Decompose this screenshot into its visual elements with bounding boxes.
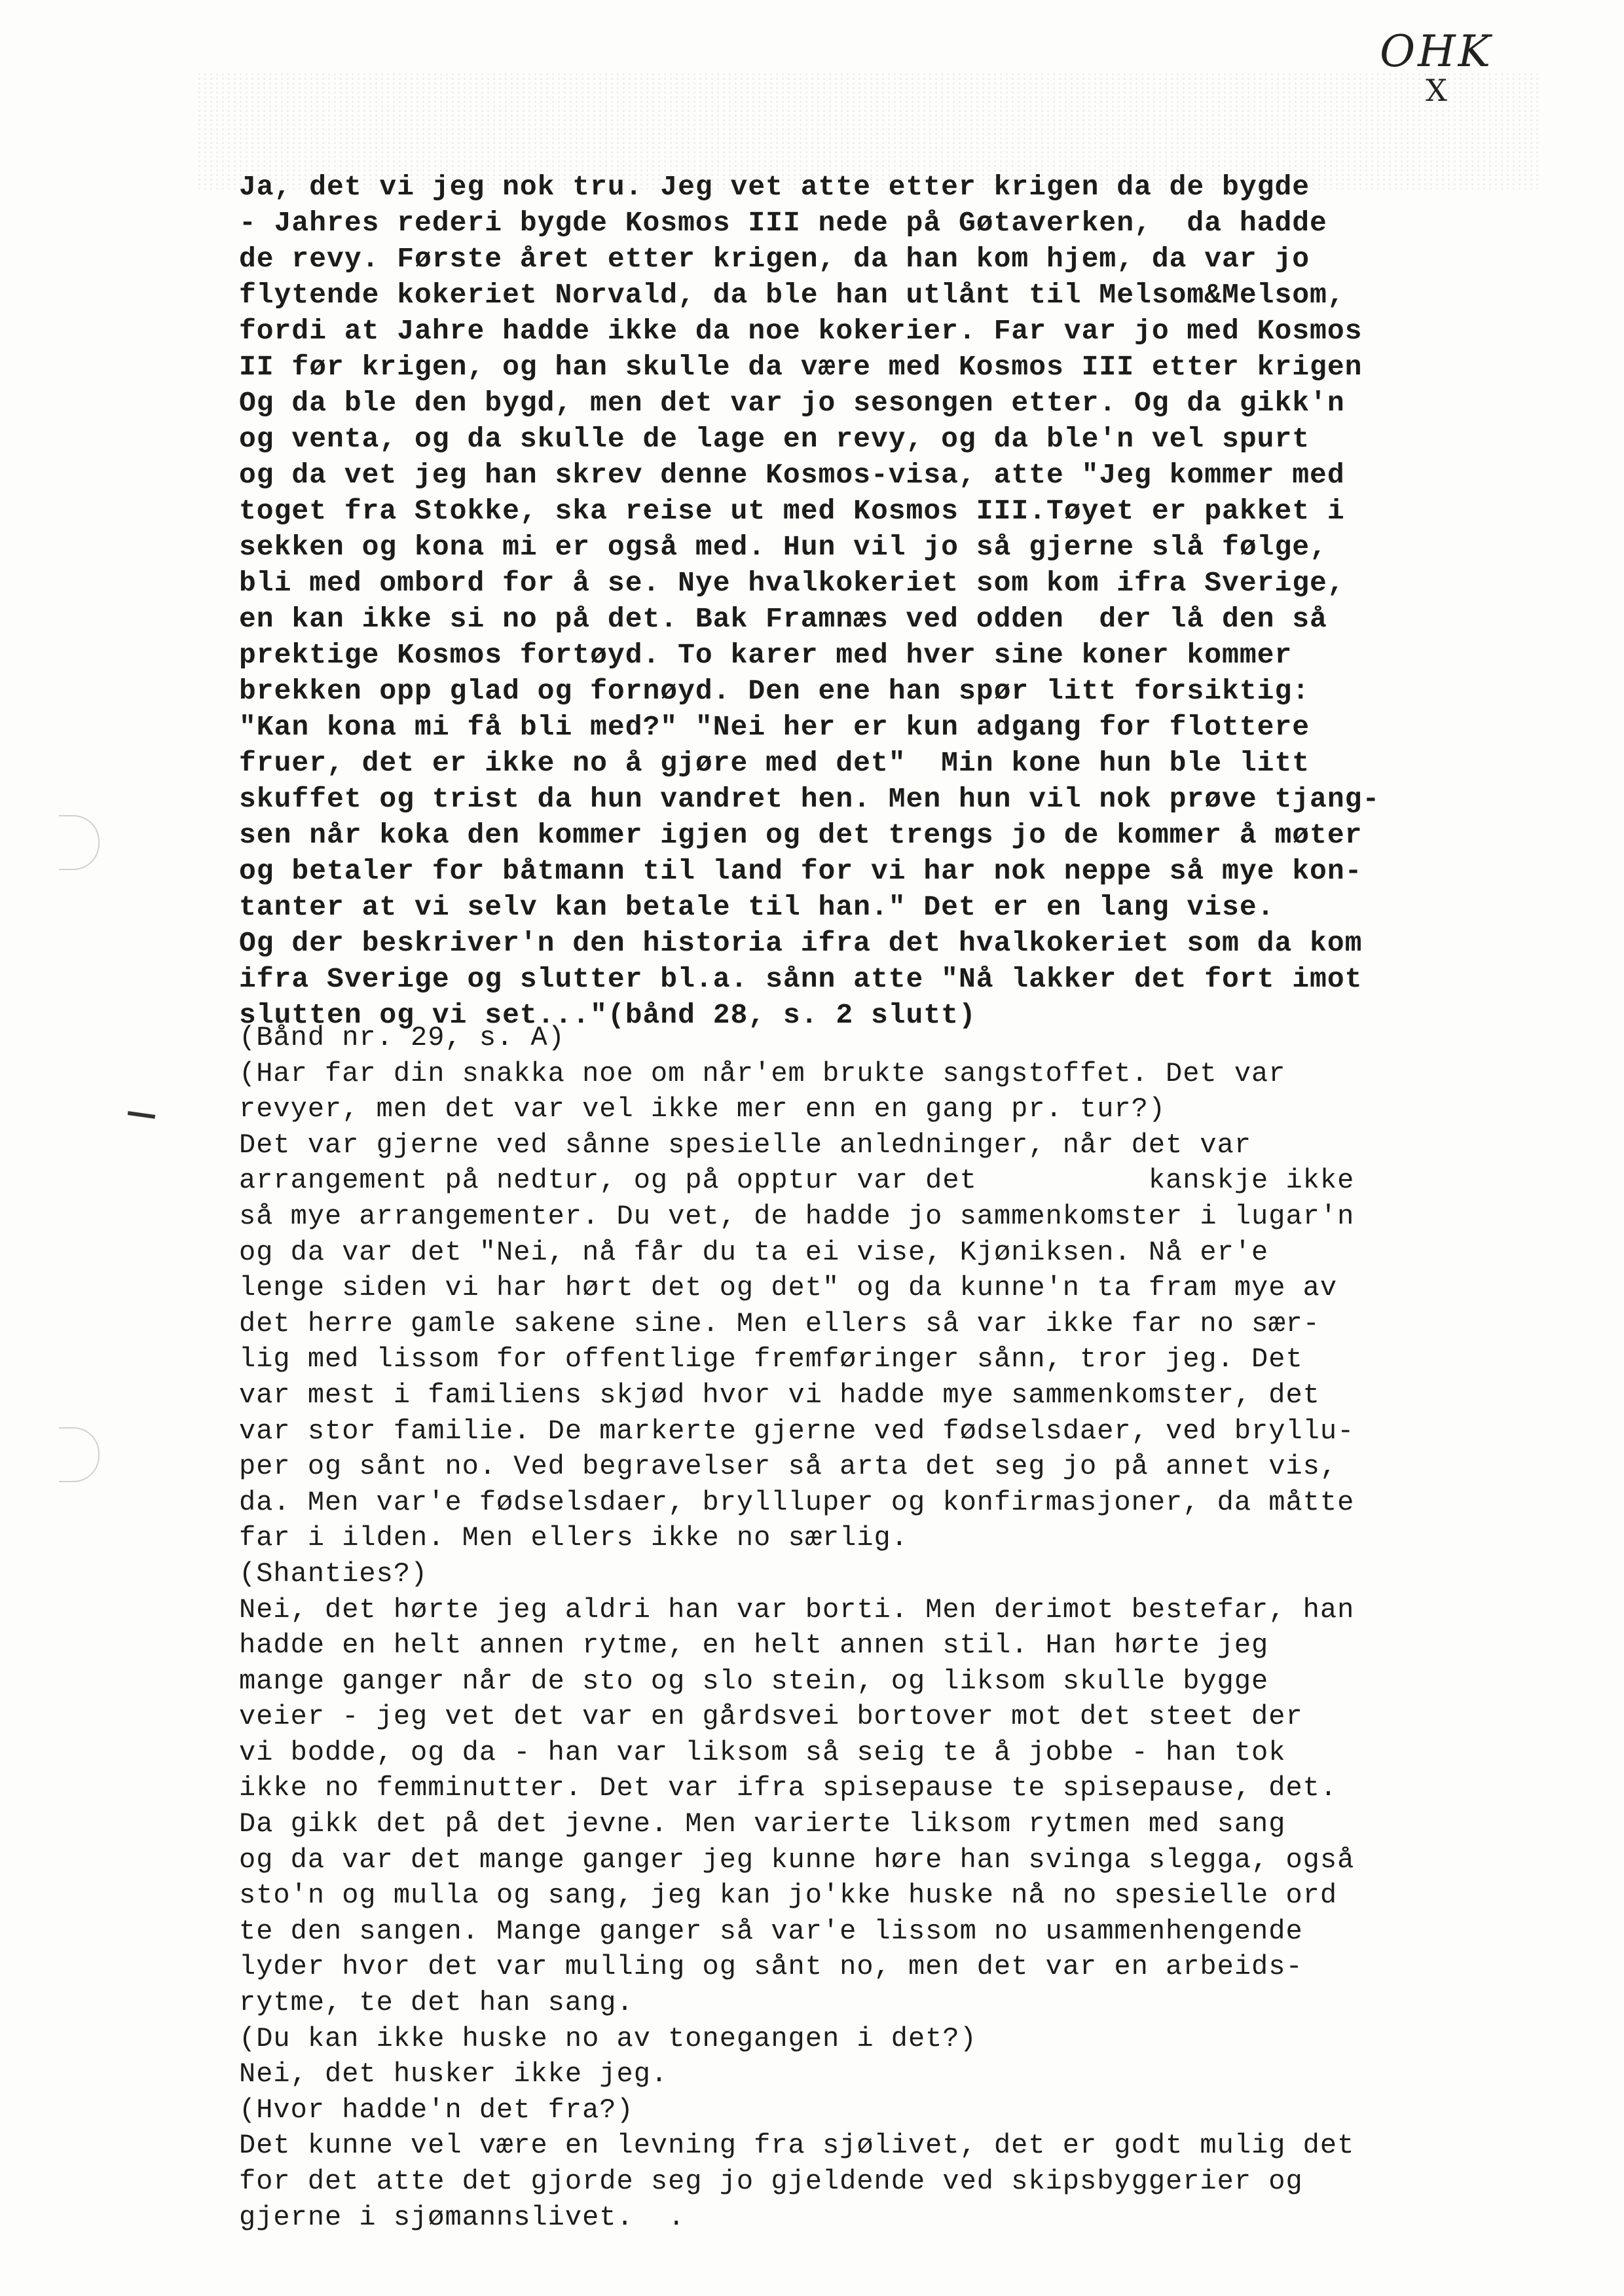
text-line: så mye arrangementer. Du vet, de hadde jo sammenkomster i lugar'n xyxy=(239,1200,1355,1232)
text-line: for det atte det gjorde seg jo gjeldende ved skipsbyggerier og xyxy=(239,2166,1303,2197)
punch-hole-top xyxy=(59,815,100,870)
archive-code: OHK xyxy=(1380,26,1493,77)
text-line: vi bodde, og da - han var liksom så seig te å jobbe - han tok xyxy=(239,1736,1286,1768)
text-line: arrangement på nedtur, og på opptur var det kanskje ikke xyxy=(239,1165,1355,1197)
punch-hole-bottom xyxy=(59,1427,100,1482)
text-line: ifra Sverige og slutter bl.a. sånn atte "Nå lakker det fort imot xyxy=(239,963,1363,995)
text-line: Og da ble den bygd, men det var jo sesongen etter. Og da gikk'n xyxy=(239,387,1345,419)
stray-mark xyxy=(128,1111,155,1119)
text-line: mange ganger når de sto og slo stein, og liksom skulle bygge xyxy=(239,1665,1269,1697)
text-line: lenge siden vi har hørt det og det" og da kunne'n ta fram mye av xyxy=(239,1272,1338,1304)
text-line: "Kan kona mi få bli med?" "Nei her er kun adgang for flottere xyxy=(239,711,1310,743)
transcript-section-tape-28 xyxy=(239,169,1568,1033)
text-line: (Har far din snakka noe om når'em brukte sangstoffet. Det var xyxy=(239,1057,1286,1089)
text-line: fruer, det er ikke no å gjøre med det" Min kone hun ble litt xyxy=(239,747,1310,779)
text-line: fordi at Jahre hadde ikke da noe kokerier. Far var jo med Kosmos xyxy=(239,315,1363,347)
text-line: veier - jeg vet det var en gårdsvei bortover mot det steet der xyxy=(239,1701,1303,1733)
text-line: Det kunne vel være en levning fra sjølivet, det er godt mulig det xyxy=(239,2130,1355,2162)
text-line: det herre gamle sakene sine. Men ellers så var ikke far no sær- xyxy=(239,1307,1320,1339)
text-line: Det var gjerne ved sånne spesielle anledninger, når det var xyxy=(239,1129,1252,1161)
text-line: en kan ikke si no på det. Bak Framnæs ved odden der lå den så xyxy=(239,603,1327,635)
text-line: toget fra Stokke, ska reise ut med Kosmos III.Tøyet er pakket i xyxy=(239,495,1345,527)
text-line: (Shanties?) xyxy=(239,1558,428,1590)
text-line: hadde en helt annen rytme, en helt annen stil. Han hørte jeg xyxy=(239,1630,1269,1662)
transcript-section-tape-29 xyxy=(239,1020,1568,2235)
text-line: Nei, det hørte jeg aldri han var borti. Men derimot bestefar, han xyxy=(239,1594,1355,1626)
text-line: slutten og vi set..."(bånd 28, s. 2 slutt) xyxy=(239,999,976,1031)
text-line: var mest i familiens skjød hvor vi hadde mye sammenkomster, det xyxy=(239,1379,1320,1411)
text-line: sto'n og mulla og sang, jeg kan jo'kke huske nå no spesielle ord xyxy=(239,1880,1338,1912)
text-line: sekken og kona mi er også med. Hun vil jo så gjerne slå følge, xyxy=(239,531,1327,563)
text-line: sen når koka den kommer igjen og det trengs jo de kommer å møter xyxy=(239,819,1363,851)
text-line: gjerne i sjømannslivet. . xyxy=(239,2201,686,2233)
text-line: (Hvor hadde'n det fra?) xyxy=(239,2094,634,2126)
text-line: (Bånd nr. 29, s. A) xyxy=(239,1022,565,1053)
text-line: og venta, og da skulle de lage en revy, og da ble'n vel spurt xyxy=(239,423,1310,455)
text-line: og da vet jeg han skrev denne Kosmos-visa, atte "Jeg kommer med xyxy=(239,459,1345,491)
text-line: bli med ombord for å se. Nye hvalkokeriet som kom ifra Sverige, xyxy=(239,567,1345,599)
text-line: II før krigen, og han skulle da være med Kosmos III etter krigen xyxy=(239,351,1363,383)
text-line: og da var det "Nei, nå får du ta ei vise, Kjøniksen. Nå er'e xyxy=(239,1236,1269,1268)
text-line: Og der beskriver'n den historia ifra det hvalkokeriet som da kom xyxy=(239,927,1363,959)
text-line: per og sånt no. Ved begravelser så arta det seg jo på annet vis, xyxy=(239,1451,1338,1483)
text-line: lyder hvor det var mulling og sånt no, men det var en arbeids- xyxy=(239,1951,1303,1983)
text-line: revyer, men det var vel ikke mer enn en gang pr. tur?) xyxy=(239,1093,1166,1125)
text-line: ikke no femminutter. Det var ifra spisepause te spisepause, det. xyxy=(239,1772,1338,1804)
text-line: Da gikk det på det jevne. Men varierte liksom rytmen med sang xyxy=(239,1808,1286,1840)
text-line: lig med lissom for offentlige fremføringer sånn, tror jeg. Det xyxy=(239,1343,1303,1376)
text-line: de revy. Første året etter krigen, da han kom hjem, da var jo xyxy=(239,243,1310,275)
text-line: Ja, det vi jeg nok tru. Jeg vet atte etter krigen da de bygde xyxy=(239,171,1310,203)
text-line: tanter at vi selv kan betale til han." Det er en lang vise. xyxy=(239,891,1275,923)
text-line: da. Men var'e fødselsdaer, bryllluper og konfirmasjoner, da måtte xyxy=(239,1486,1355,1518)
text-line: og da var det mange ganger jeg kunne høre han svinga slegga, også xyxy=(239,1844,1355,1876)
text-line: far i ilden. Men ellers ikke no særlig. xyxy=(239,1522,908,1554)
archive-roman-numeral: X xyxy=(1426,73,1447,108)
text-line: rytme, te det han sang. xyxy=(239,1987,634,2019)
text-line: var stor familie. De markerte gjerne ved fødselsdaer, ved bryllu- xyxy=(239,1415,1355,1447)
text-line: skuffet og trist da hun vandret hen. Men hun vil nok prøve tjang- xyxy=(239,783,1380,815)
text-line: flytende kokeriet Norvald, da ble han utlånt til Melsom&Melsom, xyxy=(239,279,1345,311)
text-line: - Jahres rederi bygde Kosmos III nede på Gøtaverken, da hadde xyxy=(239,207,1327,239)
text-line: (Du kan ikke huske no av tonegangen i det?) xyxy=(239,2022,977,2054)
text-line: brekken opp glad og fornøyd. Den ene han spør litt forsiktig: xyxy=(239,675,1310,707)
text-line: te den sangen. Mange ganger så var'e lissom no usammenhengende xyxy=(239,1915,1303,1947)
text-line: prektige Kosmos fortøyd. To karer med hver sine koner kommer xyxy=(239,639,1293,671)
archive-mark xyxy=(1380,26,1493,108)
text-line: og betaler for båtmann til land for vi har nok neppe så mye kon- xyxy=(239,855,1363,887)
text-line: Nei, det husker ikke jeg. xyxy=(239,2058,669,2090)
